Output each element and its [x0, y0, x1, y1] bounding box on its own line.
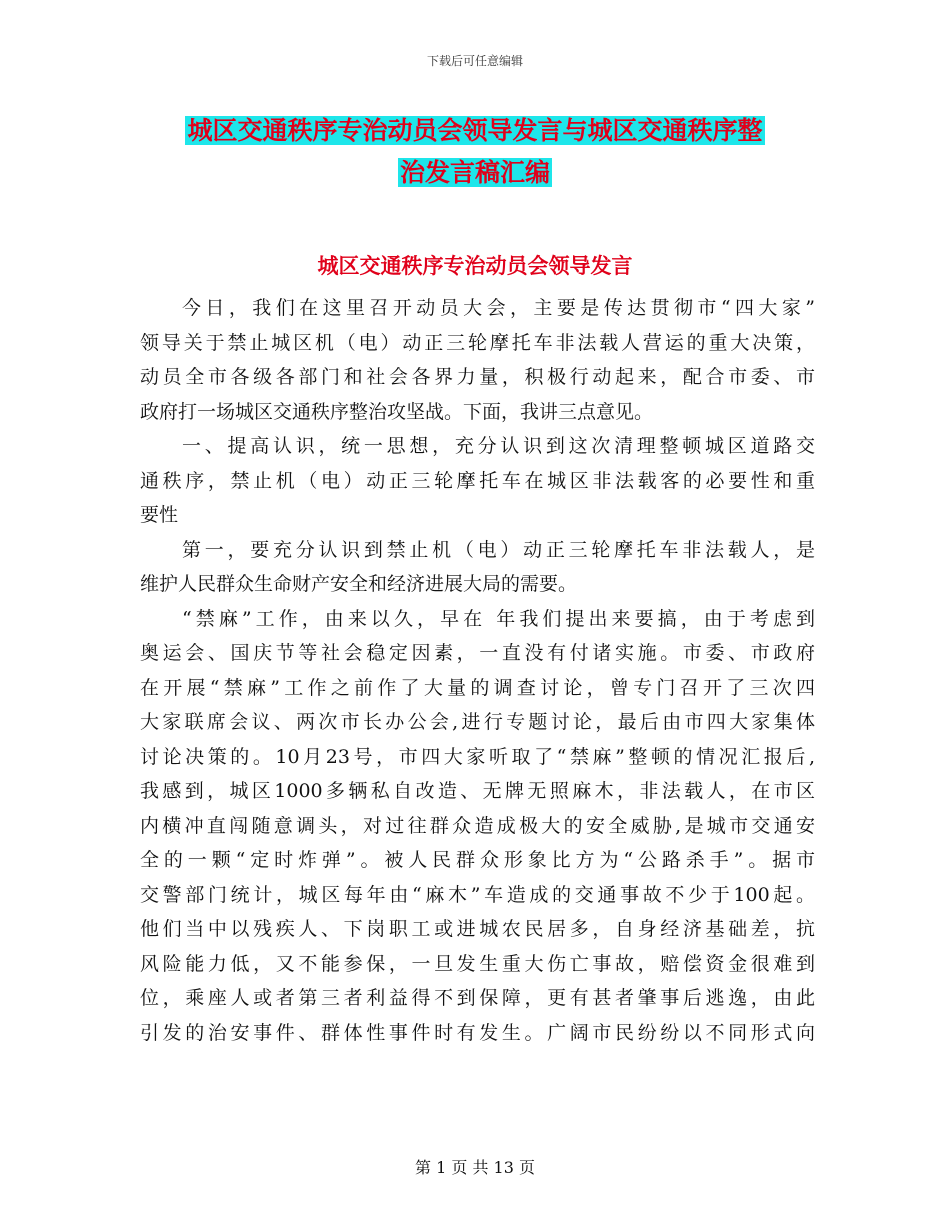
body-line: 风险能力低，又不能参保，一旦发生重大伤亡事故，赔偿资金很难到	[140, 952, 815, 975]
body-line: 领导关于禁止城区机（电）动正三轮摩托车非法载人营运的重大决策，	[140, 331, 815, 354]
document-title-line	[0, 110, 950, 152]
title-highlight: 治发言稿汇编	[399, 158, 550, 187]
body-text	[140, 291, 815, 1050]
body-line: 一、提高认识，统一思想，充分认识到这次清理整顿城区道路交	[182, 435, 815, 457]
body-line: 第一，要充分认识到禁止机（电）动正三轮摩托车非法载人，是	[182, 538, 815, 561]
document-title-line	[0, 152, 950, 194]
body-line: 位，乘座人或者第三者利益得不到保障，更有甚者肇事后逃逸，由此	[140, 987, 815, 1009]
body-line: 引发的治安事件、群体性事件时有发生。广阔市民纷纷以不同形式向	[140, 1021, 815, 1044]
body-line: 全的一颗“定时炸弹”。被人民群众形象比方为“公路杀手”。据市	[140, 849, 815, 871]
section-title: 城区交通秩序专治动员会领导发言	[317, 254, 633, 278]
body-line: 通秩序，禁止机（电）动正三轮摩托车在城区非法载客的必要性和重	[140, 469, 815, 492]
body-line: 讨论决策的。10月23号，市四大家听取了“禁麻”整顿的情况汇报后,	[140, 745, 815, 768]
body-line: 政府打一场城区交通秩序整治攻坚战。下面，我讲三点意见。	[140, 400, 654, 423]
document-title	[0, 110, 950, 194]
body-line: 奥运会、国庆节等社会稳定因素，一直没有付诸实施。市委、市政府	[140, 642, 815, 664]
body-line: 维护人民群众生命财产安全和经济进展大局的需要。	[140, 573, 578, 595]
body-line: 今日，我们在这里召开动员大会，主要是传达贯彻市“四大家”	[182, 297, 815, 319]
page-footer: 第 1 页 共 13 页	[415, 1158, 535, 1177]
body-line: 我感到，城区1000多辆私自改造、无牌无照麻木，非法载人，在市区	[140, 780, 815, 802]
body-line: “禁麻”工作，由来以久，早在 年我们提出来要搞，由于考虑到	[182, 607, 815, 630]
body-line: 动员全市各级各部门和社会各界力量，积极行动起来，配合市委、市	[140, 366, 815, 388]
body-line: 他们当中以残疾人、下岗职工或进城农民居多，自身经济基础差，抗	[140, 918, 815, 940]
body-line: 要性	[140, 504, 179, 526]
body-line: 大家联席会议、两次市长办公会,进行专题讨论，最后由市四大家集体	[140, 711, 815, 733]
title-highlight: 城区交通秩序专治动员会领导发言与城区交通秩序整	[187, 116, 763, 145]
body-line: 内横冲直闯随意调头，对过往群众造成极大的安全威胁,是城市交通安	[140, 814, 815, 837]
body-line: 交警部门统计，城区每年由“麻木”车造成的交通事故不少于100起。	[140, 883, 815, 906]
body-line: 在开展“禁麻”工作之前作了大量的调查讨论，曾专门召开了三次四	[140, 676, 815, 699]
header-note: 下载后可任意编辑	[426, 54, 523, 68]
